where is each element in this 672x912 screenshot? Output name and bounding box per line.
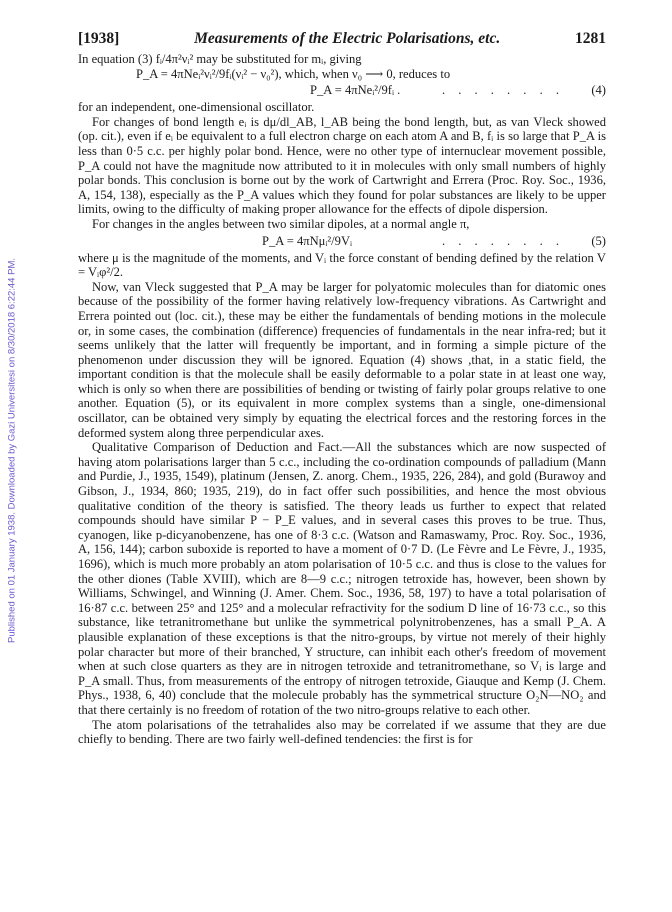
- header-year: [1938]: [78, 30, 120, 47]
- paragraph: for an independent, one-dimensional oscillator.: [78, 100, 315, 115]
- paragraph: For changes in the angles between two similar dipoles, at a normal angle π,: [92, 216, 470, 231]
- article-body: [78, 52, 606, 747]
- equation-line: P_A = 4πNeᵢ²νᵢ²/9fᵢ(νᵢ² − ν₀²), which, when ν₀ ⟶ 0, reduces to: [136, 66, 451, 81]
- equation-number: (5): [591, 233, 606, 248]
- download-note: Published on 01 January 1938. Downloaded by Gazi Universitesi on 8/30/2018 6:22:44 PM.: [6, 258, 18, 643]
- running-header: [78, 30, 606, 52]
- equation-leader-dots: . . . . . . . .: [441, 233, 564, 248]
- equation-expression: P_A = 4πNeᵢ²/9fᵢ .: [310, 83, 401, 98]
- paragraph: The atom polarisations of the tetrahalides also may be correlated if we assume that they are due chiefly to bending. There are two fairly well-defined tendencies: the first is for: [78, 717, 606, 747]
- paragraph: For changes of bond length eᵢ is dμ/dl_AB, l_AB being the bond length, but, as van Vleck showed (op. cit.), even if eᵢ be equivalent to a full electron charge on each atom A and B, fᵢ is so large that P_A is less than 0·5 c.c. per highly polar bond. Hence, were no other type of internuclear movement possible, P_A could not have the magnitude now attributed to it in molecules with only small numbers of highly polar bonds. This conclusion is borne out by the work of Cartwright and Errera (Proc. Roy. Soc., 1936, A, 154, 138), especially as the P_A values which they found for polar substances are likely to be upper limits, owing to the difficulty of making proper allowance for the effects of dipole dispersion.: [78, 114, 606, 217]
- download-sidebar: [0, 0, 20, 912]
- paragraph: Qualitative Comparison of Deduction and Fact.—All the substances which are now suspected of having atom polarisations larger than 5 c.c., including the co-ordination compounds of palladium (Mann and Purdie, J., 1935, 1549), platinum (Jensen, Z. anorg. Chem., 1935, 226, 284), and gold (Burawoy and Gibson, J., 1934, 860; 1935, 219), do in fact offer such possibilities, and hence the most obvious qualitative condition of the theory is satisfied. The theory leads us further to expect that related compounds should have similar P − P_E values, and in several cases this proves to be true. Thus, cyanogen, like p-dicyanobenzene, has one of 8·3 c.c. (Watson and Ramaswamy, Proc. Roy. Soc., 1936, A, 156, 144); carbon suboxide is reported to have a moment of 0·7 D. (Le Fèvre and Le Fèvre, J., 1935, 1696), which is much more probably an atom polarisation of 10·5 c.c. and thus is close to the values for the other diones (Table XVIII), which are 8—9 c.c.; nitrogen tetroxide has, however, been shown by Williams, Schwingel, and Winning (J. Amer. Chem. Soc., 1936, 58, 197) to have a total polarisation of 16·87 c.c. between 25° and 125° and a molecular refractivity for the sodium D line of 16·73 c.c., so this substance, like tetranitromethane but unlike the symmetrical polynitrobenzenes, has a small P_A. A plausible explanation of these exceptions is that the nitro-groups, by virtue not merely of their highly polar character but more of their branched, Y structure, can inhibit each other's freedom of movement when at such close quarters as they are in nitrogen tetroxide and tetranitromethane, so Vᵢ is large and P_A small. Thus, from measurements of the entropy of nitrogen tetroxide, Giauque and Kemp (J. Chem. Phys., 1938, 6, 40) conclude that the molecule probably has the symmetrical structure O₂N—NO₂ and that there certainly is no freedom of rotation of the two nitro-groups relative to each other.: [78, 440, 606, 717]
- page: [78, 30, 606, 747]
- equation: [78, 83, 606, 98]
- equation-number: (4): [591, 83, 606, 98]
- paragraph: In equation (3) fᵢ/4π²νᵢ² may be substituted for mᵢ, giving: [78, 52, 362, 66]
- equation-leader-dots: . . . . . . . .: [441, 83, 564, 98]
- equation: [78, 234, 606, 249]
- paragraph: where μ is the magnitude of the moments, and Vᵢ the force constant of bending defined by the relation V = Vᵢφ²/2.: [78, 250, 606, 280]
- equation-expression: P_A = 4πNμᵢ²/9Vᵢ: [262, 233, 353, 248]
- page-number: 1281: [574, 30, 606, 47]
- header-title: Measurements of the Electric Polarisations, etc.: [194, 30, 501, 47]
- paragraph: Now, van Vleck suggested that P_A may be larger for polyatomic molecules than for diatomic ones because of the possibility of the former having relatively low-frequency vibrations. As Cartwright and Errera pointed out (loc. cit.), these may be either the fundamentals of bending motions in the molecule or, in some cases, the combination (difference) frequencies of fundamentals in the near infra-red; but it seems unlikely that the latter will frequently be important, and in forming a simple picture of the phenomenon under discussion they will be ignored. Equation (4) shows ,that, in a static field, the important condition is that the molecule shall be easily deformable to a polar state in at least one way, which is only so when there are possibilities of bending or twisting of fairly polar groups relative to one another. Equation (5), or its equivalent in more complex systems than a single, one-dimensional oscillator, can be obtained very simply by equating the electrical forces and the restoring forces in the deformed system along three perpendicular axes.: [78, 279, 606, 440]
